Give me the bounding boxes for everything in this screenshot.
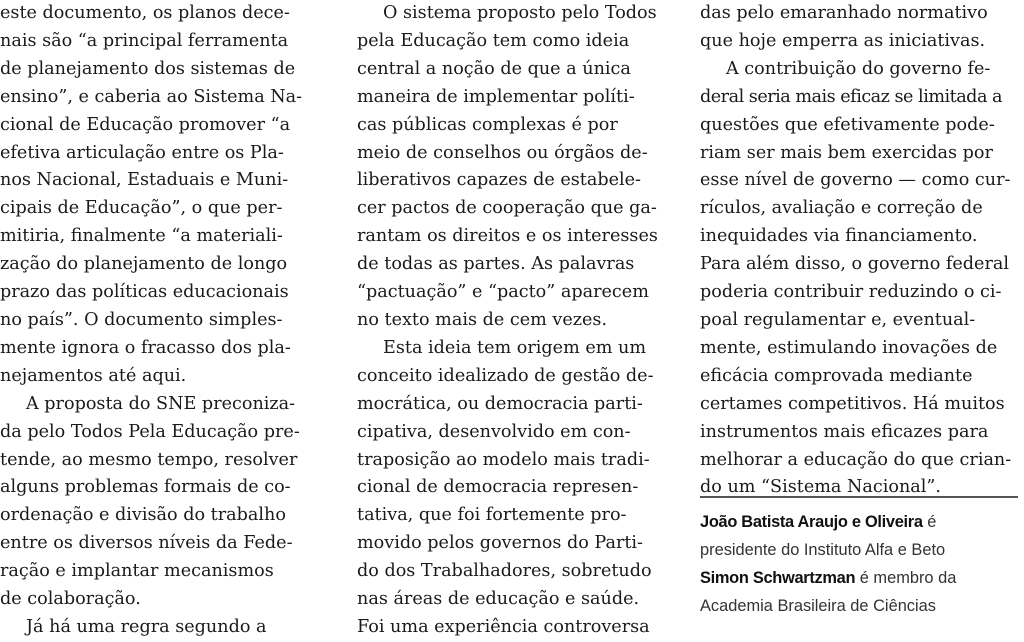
text-line: O sistema proposto pelo Todos — [383, 3, 657, 23]
text-line: que hoje emperra as iniciativas. — [700, 30, 986, 51]
text-line: A proposta do SNE preconiza- — [26, 393, 296, 414]
section-divider — [700, 496, 1018, 498]
text-line: mitiria, finalmente “a materiali- — [0, 226, 283, 247]
text-line: ordenação e divisão do trabalho — [0, 505, 286, 526]
text-line: mente, estimulando inovações de — [700, 337, 998, 358]
article-column-1 — [0, 0, 330, 642]
text-line: Esta ideia tem origem em um — [383, 337, 647, 358]
text-line: prazo das políticas educacionais — [0, 282, 289, 303]
author-name: João Batista Araujo e Oliveira — [700, 513, 923, 531]
text-line: de planejamento dos sistemas de — [0, 58, 296, 79]
text-line: de colaboração. — [0, 589, 141, 610]
text-line: de todas as partes. As palavras — [357, 254, 635, 275]
author-role: é membro da — [855, 569, 957, 587]
text-line: A contribuição do governo fe- — [726, 58, 991, 79]
text-line: central a noção de que a única — [357, 58, 631, 79]
text-line: Foi uma experiência controversa — [357, 616, 650, 637]
text-line: nos Nacional, Estaduais e Muni- — [0, 170, 289, 191]
text-line: eficácia comprovada mediante — [700, 365, 973, 386]
text-line: tativa, que foi fortemente pro- — [357, 505, 627, 526]
text-line: efetiva articulação entre os Pla- — [0, 142, 284, 163]
text-line: ração e implantar mecanismos — [0, 561, 274, 582]
text-line: no texto mais de cem vezes. — [357, 309, 608, 330]
text-line: maneira de implementar políti- — [357, 86, 635, 107]
text-line: riam ser mais bem exercidas por — [700, 142, 993, 163]
text-line: das pelo emaranhado normativo — [700, 3, 988, 23]
text-line: deral seria mais eficaz se limitada a — [700, 86, 1003, 107]
text-line: cas públicas complexas é por — [357, 114, 618, 135]
text-line: melhorar a educação do que crian- — [700, 449, 1012, 470]
text-line: este documento, os planos dece- — [0, 3, 290, 23]
text-line: da pelo Todos Pela Educação pre- — [0, 421, 300, 442]
text-line: cer pactos de cooperação que ga- — [357, 198, 657, 219]
text-line: cipativa, desenvolvido em con- — [357, 421, 631, 442]
text-line: rantam os direitos e os interesses — [357, 226, 658, 247]
author-credits — [700, 508, 1024, 620]
article-column-2 — [357, 0, 674, 642]
text-line: do um “Sistema Nacional”. — [700, 477, 941, 498]
text-line: cional de democracia represen- — [357, 477, 639, 498]
text-line: do dos Trabalhadores, sobretudo — [357, 561, 652, 582]
text-line: inequidades via financiamento. — [700, 226, 978, 247]
text-line: mocrática, ou democracia parti- — [357, 393, 643, 414]
text-line: esse nível de governo — como cur- — [700, 170, 1011, 191]
text-line: poderia contribuir reduzindo o ci- — [700, 282, 1002, 303]
text-line: rículos, avaliação e correção de — [700, 198, 983, 219]
text-line: alguns problemas formais de co- — [0, 477, 291, 498]
text-line: no país”. O documento simples- — [0, 309, 283, 330]
text-line: Já há uma regra segundo a — [26, 616, 267, 637]
text-line: nais são “a principal ferramenta — [0, 30, 289, 51]
text-line: Para além disso, o governo federal — [700, 254, 1009, 275]
text-line: movido pelos governos do Parti- — [357, 533, 644, 554]
text-line: pela Educação tem como ideia — [357, 30, 630, 51]
text-line: poal regulamentar e, eventual- — [700, 309, 976, 330]
text-line: traposição ao modelo mais tradi- — [357, 449, 650, 470]
text-line: tende, ao mesmo tempo, resolver — [0, 449, 298, 470]
author-role: presidente do Instituto Alfa e Beto — [700, 541, 946, 559]
author-credit-line — [700, 564, 1024, 592]
article-column-3 — [700, 0, 1018, 502]
text-line: entre os diversos níveis da Fede- — [0, 533, 293, 554]
text-line: instrumentos mais eficazes para — [700, 421, 989, 442]
text-line: zação do planejamento de longo — [0, 254, 288, 275]
text-line: cional de Educação promover “a — [0, 114, 291, 135]
text-line: nejamentos até aqui. — [0, 365, 187, 386]
text-line: “pactuação” e “pacto” aparecem — [357, 282, 649, 303]
text-line: cipais de Educação”, o que per- — [0, 198, 283, 219]
text-line: meio de conselhos ou órgãos de- — [357, 142, 648, 163]
author-role: Academia Brasileira de Ciências — [700, 597, 936, 615]
text-line: certames competitivos. Há muitos — [700, 393, 1005, 414]
text-line: conceito idealizado de gestão de- — [357, 365, 654, 386]
text-line: mente ignora o fracasso dos pla- — [0, 337, 291, 358]
author-credit-line — [700, 508, 1024, 536]
author-role: é — [922, 513, 937, 531]
text-line: ensino”, e caberia ao Sistema Na- — [0, 86, 303, 107]
author-name: Simon Schwartzman — [700, 569, 856, 587]
author-credit-line — [700, 592, 1024, 620]
text-line: nas áreas de educação e saúde. — [357, 589, 640, 610]
author-credit-line — [700, 536, 1024, 564]
text-line: questões que efetivamente pode- — [700, 114, 995, 135]
text-line: liberativos capazes de estabele- — [357, 170, 641, 191]
